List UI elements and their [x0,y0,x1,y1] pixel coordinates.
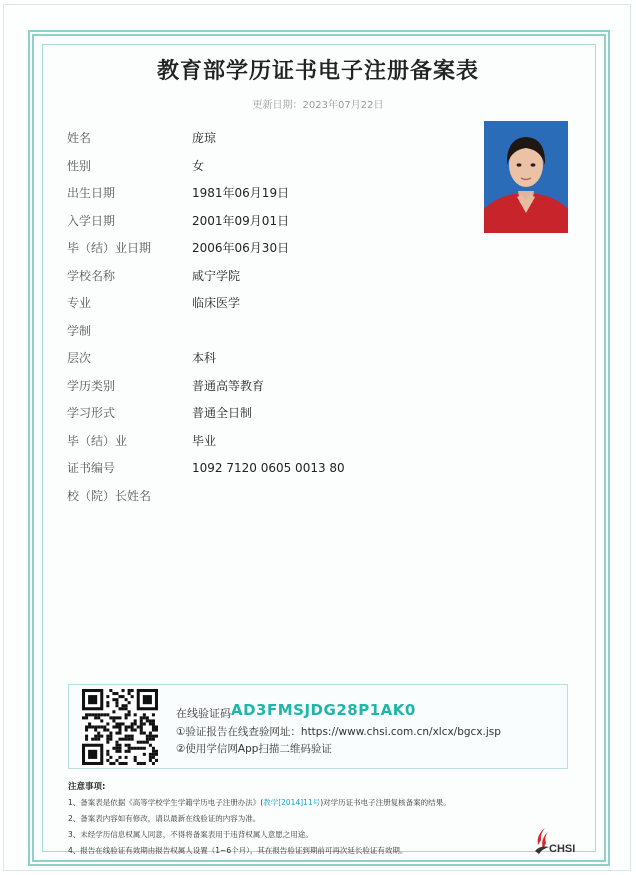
regulation-link[interactable]: 教学[2014]11号 [263,798,321,807]
note-1-text-end: )对学历证书电子注册复核备案的结果。 [320,798,451,807]
note-3: 3、未经学历信息权属人同意，不得将备案表用于违背权属人意愿之用途。 [68,830,313,839]
field-label: 学习形式 [67,406,116,420]
field-value: 咸宁学院 [192,269,241,283]
note-2: 2、备案表内容如有修改，请以最新在线验证的内容为准。 [68,814,261,823]
field-label: 证书编号 [67,461,116,475]
note-1 [68,797,451,808]
document-title: 教育部学历证书电子注册备案表 [156,59,479,84]
verification-app-line: ②使用学信网App扫描二维码验证 [176,743,332,755]
field-label: 学校名称 [67,269,116,283]
qr-code-image [82,689,158,765]
field-label: 姓名 [67,131,92,145]
field-value: 庞琼 [192,131,217,145]
verification-code: AD3FMSJDG28P1AK0 [231,701,416,719]
field-label: 出生日期 [67,186,116,200]
field-label: 校（院）长姓名 [67,489,152,503]
field-value: 2006年06月30日 [192,241,290,255]
field-value: 2001年09月01日 [192,214,290,228]
field-value: 毕业 [192,434,217,448]
field-value: 普通全日制 [192,406,253,420]
field-label: 毕（结）业日期 [67,241,152,255]
field-label: 毕（结）业 [67,434,128,448]
verification-url-line: ①验证报告在线查验网址：https://www.chsi.com.cn/xlcx/bgcx.jsp [176,726,501,738]
qr-code[interactable] [82,689,158,765]
field-value: 1092 7120 0605 0013 80 [192,461,345,475]
field-value: 1981年06月19日 [192,186,290,200]
field-label: 学历类别 [67,379,116,393]
verification-code-label: 在线验证码 [176,707,231,720]
note-1-text-start: 1、备案表是依据《高等学校学生学籍学历电子注册办法》( [68,798,264,807]
field-value: 临床医学 [192,296,241,310]
portrait-image [484,121,568,233]
field-value: 普通高等教育 [192,379,265,393]
field-value: 女 [192,159,205,173]
field-label: 性别 [67,159,92,173]
field-value: 本科 [192,351,217,365]
note-4: 4、报告在线验证有效期由报告权属人设置（1~6个月），其在报告验证到期前可再次延长验证有效期。 [68,846,408,855]
field-label: 专业 [67,296,92,310]
updated-date: 更新日期：2023年07月22日 [252,100,384,111]
chsi-logo-text: CHSI [549,843,576,855]
notes-title: 注意事项: [68,782,106,792]
field-label: 入学日期 [67,214,116,228]
field-label: 学制 [67,324,92,338]
field-label: 层次 [67,351,92,365]
id-photo [484,121,568,233]
